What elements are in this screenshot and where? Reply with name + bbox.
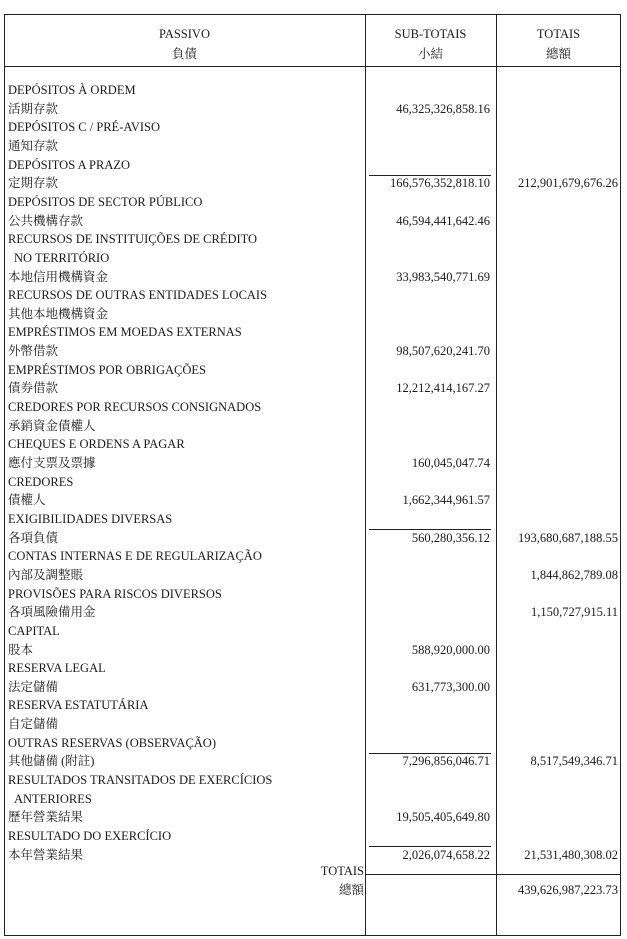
- subtotal-value: 19,505,405,649.80: [396, 810, 490, 825]
- column-header-totais: [496, 24, 621, 64]
- table-frame: [4, 14, 621, 936]
- subtotal-value: 12,212,414,167.27: [396, 381, 490, 396]
- subtotal-underline: [369, 846, 491, 847]
- subtotal-value: 560,280,356.12: [411, 530, 490, 545]
- row-label: CONTAS INTERNAS E DE REGULARIZAÇÃO: [8, 549, 262, 564]
- subtotal-value: 1,662,344,961.57: [402, 493, 490, 508]
- row-label: 各項風險備用金: [8, 605, 96, 620]
- row-label: 承銷資金債權人: [8, 418, 96, 433]
- row-label: CHEQUES E ORDENS A PAGAR: [8, 437, 185, 452]
- row-label: ANTERIORES: [14, 791, 92, 806]
- row-label: 股本: [8, 642, 34, 657]
- row-label: 公共機構存款: [8, 213, 84, 228]
- header-totais-label: TOTAIS: [536, 27, 581, 41]
- header-totais-zh: 總額: [545, 47, 571, 61]
- header-passivo-label: PASSIVO: [159, 27, 210, 41]
- row-label: 法定儲備: [8, 679, 59, 694]
- row-label: CREDORES: [8, 474, 74, 489]
- row-label: 內部及調整賬: [8, 567, 84, 582]
- subtotal-value: 588,920,000.00: [411, 642, 490, 657]
- subtotal-value: 98,507,620,241.70: [396, 344, 490, 359]
- row-label: EXIGIBILIDADES DIVERSAS: [8, 511, 173, 526]
- subtotal-underline: [369, 175, 491, 176]
- footer-totais-label: TOTAIS: [320, 864, 364, 878]
- total-value: 1,150,727,915.11: [530, 605, 618, 620]
- subtotal-value: 33,983,540,771.69: [396, 269, 490, 284]
- row-label: 本年營業結果: [8, 847, 84, 862]
- row-label: 通知存款: [8, 138, 59, 153]
- header-divider: [4, 66, 621, 67]
- header-subtotais-zh: 小結: [417, 47, 443, 61]
- row-label: RESULTADOS TRANSITADOS DE EXERCÍCIOS: [8, 773, 273, 788]
- row-label: 本地信用機構資金: [8, 269, 109, 284]
- row-label: 債權人: [8, 493, 46, 508]
- subtotal-value: 46,594,441,642.46: [396, 213, 490, 228]
- header-subtotais-label: SUB-TOTAIS: [394, 27, 467, 41]
- row-label: DEPÓSITOS C / PRÉ-AVISO: [8, 120, 161, 135]
- subtotal-underline: [369, 753, 491, 754]
- subtotal-value: 2,026,074,658.22: [402, 847, 490, 862]
- footer-totais-zh: 總額: [338, 883, 364, 897]
- total-value: 21,531,480,308.02: [524, 847, 618, 862]
- subtotal-value: 631,773,300.00: [411, 679, 490, 694]
- row-label: DEPÓSITOS DE SECTOR PÚBLICO: [8, 194, 203, 209]
- row-label: 歷年營業結果: [8, 810, 84, 825]
- row-label: RESULTADO DO EXERCÍCIO: [8, 829, 172, 843]
- row-label: 其他儲備 (附註): [8, 754, 95, 769]
- column-header-passivo: [4, 24, 365, 64]
- total-value: 212,901,679,676.26: [518, 176, 618, 191]
- subtotal-value: 166,576,352,818.10: [390, 176, 490, 191]
- subtotal-underline: [369, 529, 491, 530]
- subtotal-value: 7,296,856,046.71: [402, 754, 490, 769]
- column-divider-subtotals: [365, 14, 366, 936]
- row-label: 自定儲備: [8, 717, 59, 732]
- row-label: 定期存款: [8, 176, 59, 191]
- column-divider-totals: [496, 14, 497, 936]
- footer-divider: [365, 874, 621, 875]
- row-label: RESERVA LEGAL: [8, 661, 106, 676]
- row-label: 應付支票及票據: [8, 456, 96, 470]
- subtotal-value: 46,325,326,858.16: [396, 101, 490, 116]
- row-label: RECURSOS DE INSTITUIÇÕES DE CRÉDITO: [8, 232, 258, 247]
- row-label: PROVISÕES PARA RISCOS DIVERSOS: [8, 586, 222, 601]
- row-label: 各項負債: [8, 530, 59, 545]
- row-label: DEPÓSITOS À ORDEM: [8, 83, 136, 97]
- row-label: 活期存款: [8, 101, 59, 116]
- row-label: 外幣借款: [8, 344, 59, 359]
- total-value: 193,680,687,188.55: [518, 530, 618, 545]
- row-label: EMPRÉSTIMOS POR OBRIGAÇÕES: [8, 362, 206, 377]
- grand-total-value: 439,626,987,223.73: [518, 883, 618, 897]
- subtotal-value: 160,045,047.74: [411, 456, 490, 470]
- column-header-subtotais: [365, 24, 496, 64]
- row-label: RESERVA ESTATUTÁRIA: [8, 698, 149, 713]
- row-label: 其他本地機構資金: [8, 306, 109, 321]
- row-label: EMPRÉSTIMOS EM MOEDAS EXTERNAS: [8, 325, 242, 340]
- row-label: CAPITAL: [8, 623, 60, 638]
- total-value: 8,517,549,346.71: [530, 754, 618, 769]
- header-passivo-zh: 負債: [171, 47, 197, 61]
- row-label: OUTRAS RESERVAS (OBSERVAÇÃO): [8, 735, 216, 750]
- row-label: RECURSOS DE OUTRAS ENTIDADES LOCAIS: [8, 288, 268, 303]
- row-label: DEPÓSITOS A PRAZO: [8, 157, 131, 172]
- total-value: 1,844,862,789.08: [530, 567, 618, 582]
- row-label: 債券借款: [8, 381, 59, 396]
- row-label: NO TERRITÓRIO: [14, 250, 110, 265]
- row-label: CREDORES POR RECURSOS CONSIGNADOS: [8, 400, 262, 415]
